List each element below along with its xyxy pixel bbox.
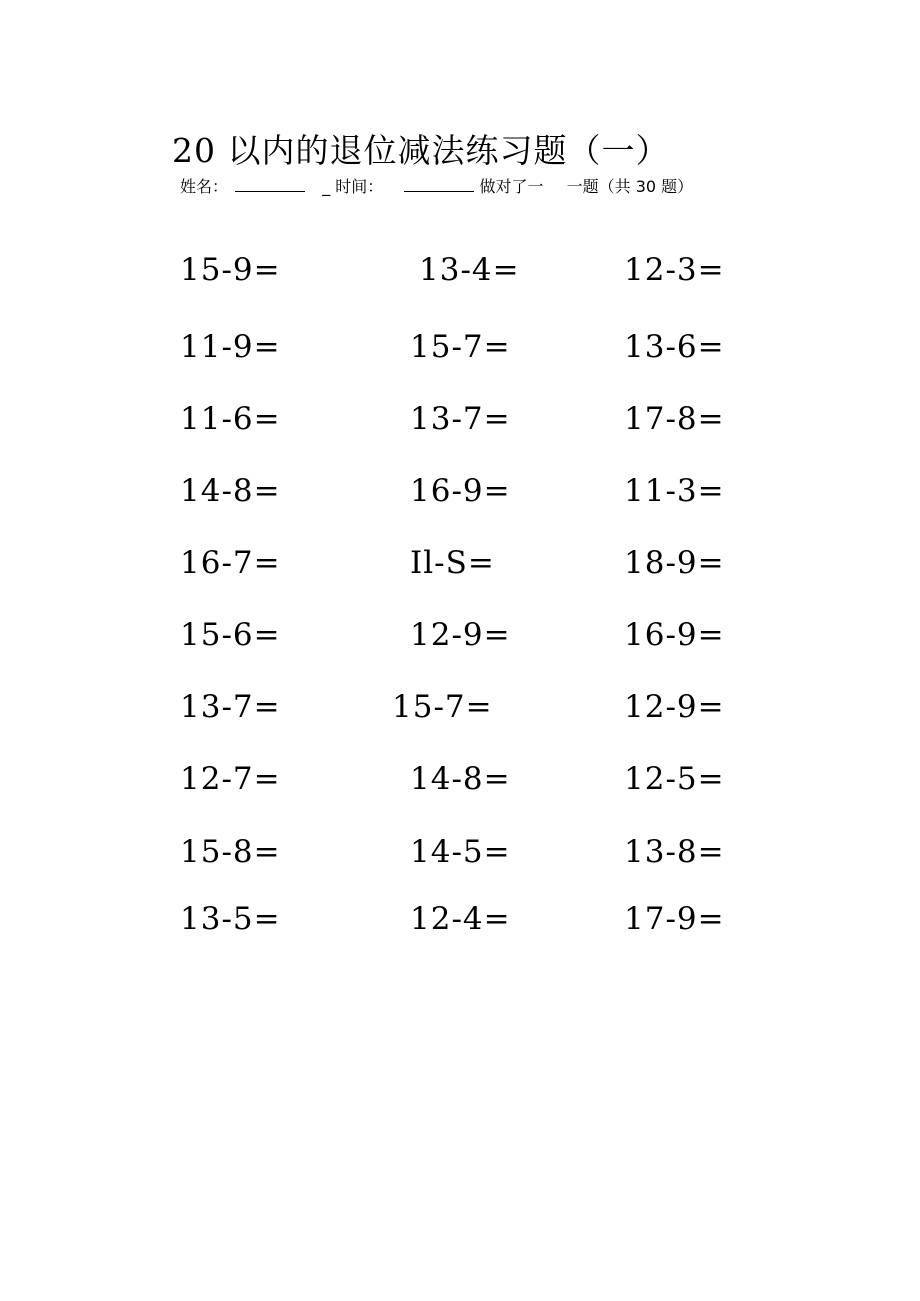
- problem-row-4: [0, 469, 920, 513]
- student-info-line: [180, 175, 740, 199]
- problem: 11-6=: [180, 401, 281, 437]
- problem: 12-9=: [410, 617, 511, 653]
- total-label: 一题（共 30 题）: [566, 177, 694, 196]
- problem: 11-3=: [624, 473, 725, 509]
- name-blank[interactable]: [235, 175, 305, 192]
- problem: 16-9=: [624, 617, 725, 653]
- problem: 15-8=: [180, 834, 281, 870]
- time-label: 时间：: [335, 177, 384, 196]
- problem-row-2: [0, 325, 920, 369]
- problem: 13-4=: [419, 252, 520, 288]
- problem: 12-3=: [624, 252, 725, 288]
- problem-row-8: [0, 757, 920, 801]
- problem: 11-9=: [180, 329, 281, 365]
- problem: 12-7=: [180, 761, 281, 797]
- worksheet-title: 20 以内的退位减法练习题（一）: [172, 131, 670, 170]
- problem: 15-7=: [410, 329, 511, 365]
- problem: 13-7=: [180, 689, 281, 725]
- problem: Il-S=: [410, 545, 495, 581]
- time-blank[interactable]: [404, 175, 474, 192]
- problem: 15-9=: [180, 252, 281, 288]
- problem-row-5: [0, 541, 920, 585]
- problem: 13-8=: [624, 834, 725, 870]
- correct-label: 做对了一: [479, 177, 544, 196]
- problem: 13-7=: [410, 401, 511, 437]
- problem-row-3: [0, 397, 920, 441]
- problem: 12-9=: [624, 689, 725, 725]
- problem: 14-8=: [180, 473, 281, 509]
- name-underscore: _: [322, 177, 331, 196]
- problem: 16-7=: [180, 545, 281, 581]
- name-label: 姓名：: [180, 177, 229, 196]
- problem: 14-8=: [410, 761, 511, 797]
- problem-row-10: [0, 897, 920, 941]
- problem: 13-5=: [180, 901, 281, 937]
- problem-row-9: [0, 830, 920, 874]
- problem: 14-5=: [410, 834, 511, 870]
- problem: 12-5=: [624, 761, 725, 797]
- problem: 15-6=: [180, 617, 281, 653]
- problem: 17-9=: [624, 901, 725, 937]
- problem-row-6: [0, 613, 920, 657]
- problem: 17-8=: [624, 401, 725, 437]
- problem-row-7: [0, 685, 920, 729]
- problem: 18-9=: [624, 545, 725, 581]
- problem: 13-6=: [624, 329, 725, 365]
- problem: 12-4=: [410, 901, 511, 937]
- problem: 16-9=: [410, 473, 511, 509]
- problem: 15-7=: [392, 689, 493, 725]
- problem-row-1: [0, 248, 920, 292]
